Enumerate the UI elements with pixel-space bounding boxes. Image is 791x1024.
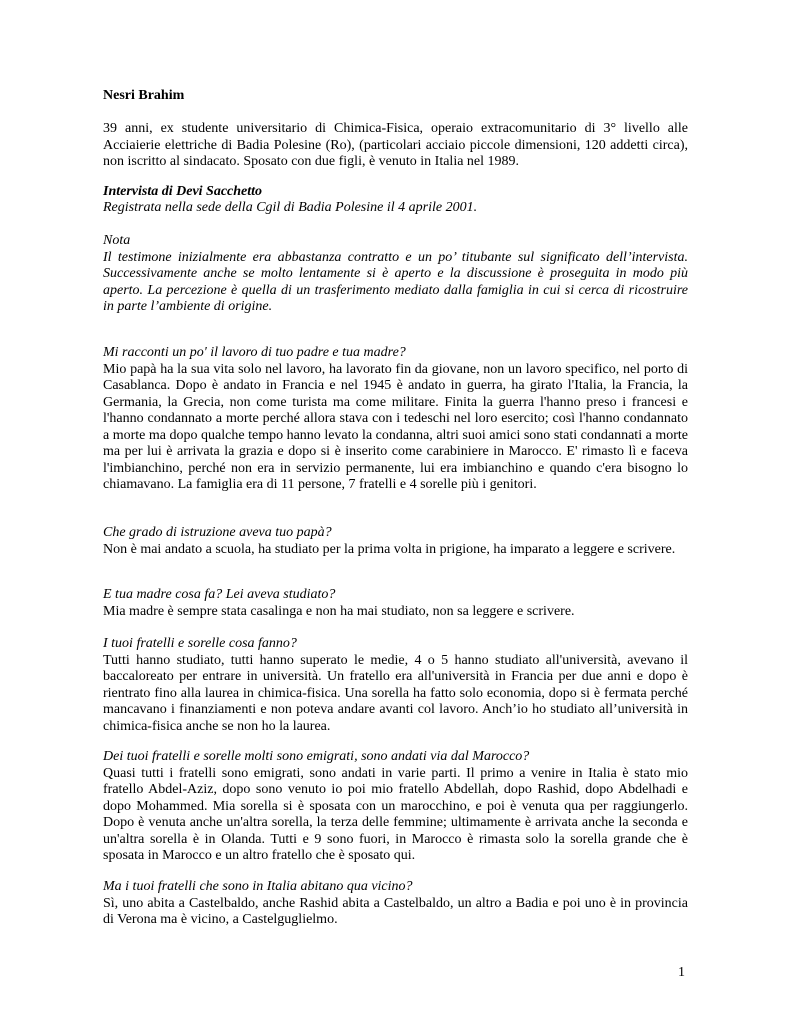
qa-item-5 (103, 749, 688, 865)
qa-item-3 (103, 587, 688, 620)
qa-item-4 (103, 636, 688, 735)
question-text: E tua madre cosa fa? Lei aveva studiato? (103, 587, 336, 602)
answer-text: Mio papà ha la sua vita solo nel lavoro, ha lavorato fin da giovane, non un lavoro specifico, nel porto di Casablanca. Dopo è andato in Francia e nel 1945 è andato in guerra, ha girato l'Italia, la Francia, la Germania, la Grecia, non come turista ma come militare. Finita la guerra l'hanno preso i francesi e l'hanno condannato a morte perché allora stava con i tedeschi nel loro esercito; così l'hanno condannato a morte ma dopo qualche tempo hanno levato la condanna, altri suoi amici sono stati condannati a morte ma per lui è arrivata la grazia e dopo si è inserito come carabiniere in Marocco. E' rimasto lì e faceva l'imbianchino, perché non era in servizio permanente, lui era imbianchino e quando c'era bisogno lo chiamavano. La famiglia era di 11 persone, 7 fratelli e 4 sorelle più i genitori. (103, 361, 688, 492)
answer-text: Tutti hanno studiato, tutti hanno superato le medie, 4 o 5 hanno studiato all'università, avevano il baccaloreato per entrare in università. Un fratello era all'università in Francia per due anni e dopo è rientrato fino alla laurea in chimica-fisica. Una sorella ha fatto solo economia, dopo si è fermata perché mancavano i finanziamenti e non poteva andare avanti col lavoro. Anch’io ho studiato all’università in chimica-fisica anche se non ho la laurea. (103, 652, 688, 734)
answer-text: Sì, uno abita a Castelbaldo, anche Rashid abita a Castelbaldo, un altro a Badia e poi uno è in provincia di Verona ma è vicino, a Castelguglielmo. (103, 895, 688, 927)
question-text: I tuoi fratelli e sorelle cosa fanno? (103, 636, 297, 651)
question-text: Mi racconti un po' il lavoro di tuo padre e tua madre? (103, 345, 406, 360)
interview-heading: Intervista di Devi Sacchetto (103, 184, 263, 199)
answer-text: Non è mai andato a scuola, ha studiato per la prima volta in prigione, ha imparato a leggere e scrivere. (103, 541, 676, 557)
interviewee-bio: 39 anni, ex studente universitario di Chimica-Fisica, operaio extracomunitario di 3° livello alle Acciaierie elettriche di Badia Polesine (Ro), (particolari acciaio piccole dimensioni, 120 addetti circa), non iscritto al sindacato. Sposato con due figli, è venuto in Italia nel 1989. (103, 121, 688, 169)
qa-item-6 (103, 879, 688, 929)
interview-recorded-info: Registrata nella sede della Cgil di Badia Polesine il 4 aprile 2001. (103, 200, 478, 215)
interviewee-name: Nesri Brahim (103, 88, 185, 103)
note-text: Il testimone inizialmente era abbastanza contratto e un po’ titubante sul significato dell’intervista. Successivamente anche se molto lentamente si è aperto e la discussione è proseguita in modo più aperto. La percezione è quella di un trasferimento mediato dalla famiglia in cui si cerca di ricostruire in parte l’ambiente di origine. (103, 249, 688, 314)
note-section (103, 233, 688, 316)
answer-text: Mia madre è sempre stata casalinga e non ha mai studiato, non sa leggere e scrivere. (103, 603, 575, 619)
qa-item-2 (103, 525, 688, 558)
question-text: Dei tuoi fratelli e sorelle molti sono emigrati, sono andati via dal Marocco? (103, 749, 530, 764)
question-text: Che grado di istruzione aveva tuo papà? (103, 525, 332, 540)
qa-item-1 (103, 345, 688, 494)
question-text: Ma i tuoi fratelli che sono in Italia abitano qua vicino? (103, 879, 413, 894)
page-number: 1 (678, 965, 685, 980)
answer-text: Quasi tutti i fratelli sono emigrati, sono andati in varie parti. Il primo a venire in Italia è stato mio fratello Abdel-Aziz, dopo sono venuto io poi mio fratello Abdellah, dopo Rashid, dopo Abdelhadi e dopo Mohammed. Mia sorella si è sposata con un marocchino, e poi è venuta qua per raggiungerlo. Dopo è venuta anche un'altra sorella, la terza delle femmine; ultimamente è arrivata anche la seconda e un'altra sorella è in Olanda. Tutti e 9 sono fuori, in Marocco è rimasta solo la sorella grande che è sposata in Marocco e un altro fratello che è sposato qui. (103, 765, 688, 863)
note-heading: Nota (103, 233, 131, 248)
